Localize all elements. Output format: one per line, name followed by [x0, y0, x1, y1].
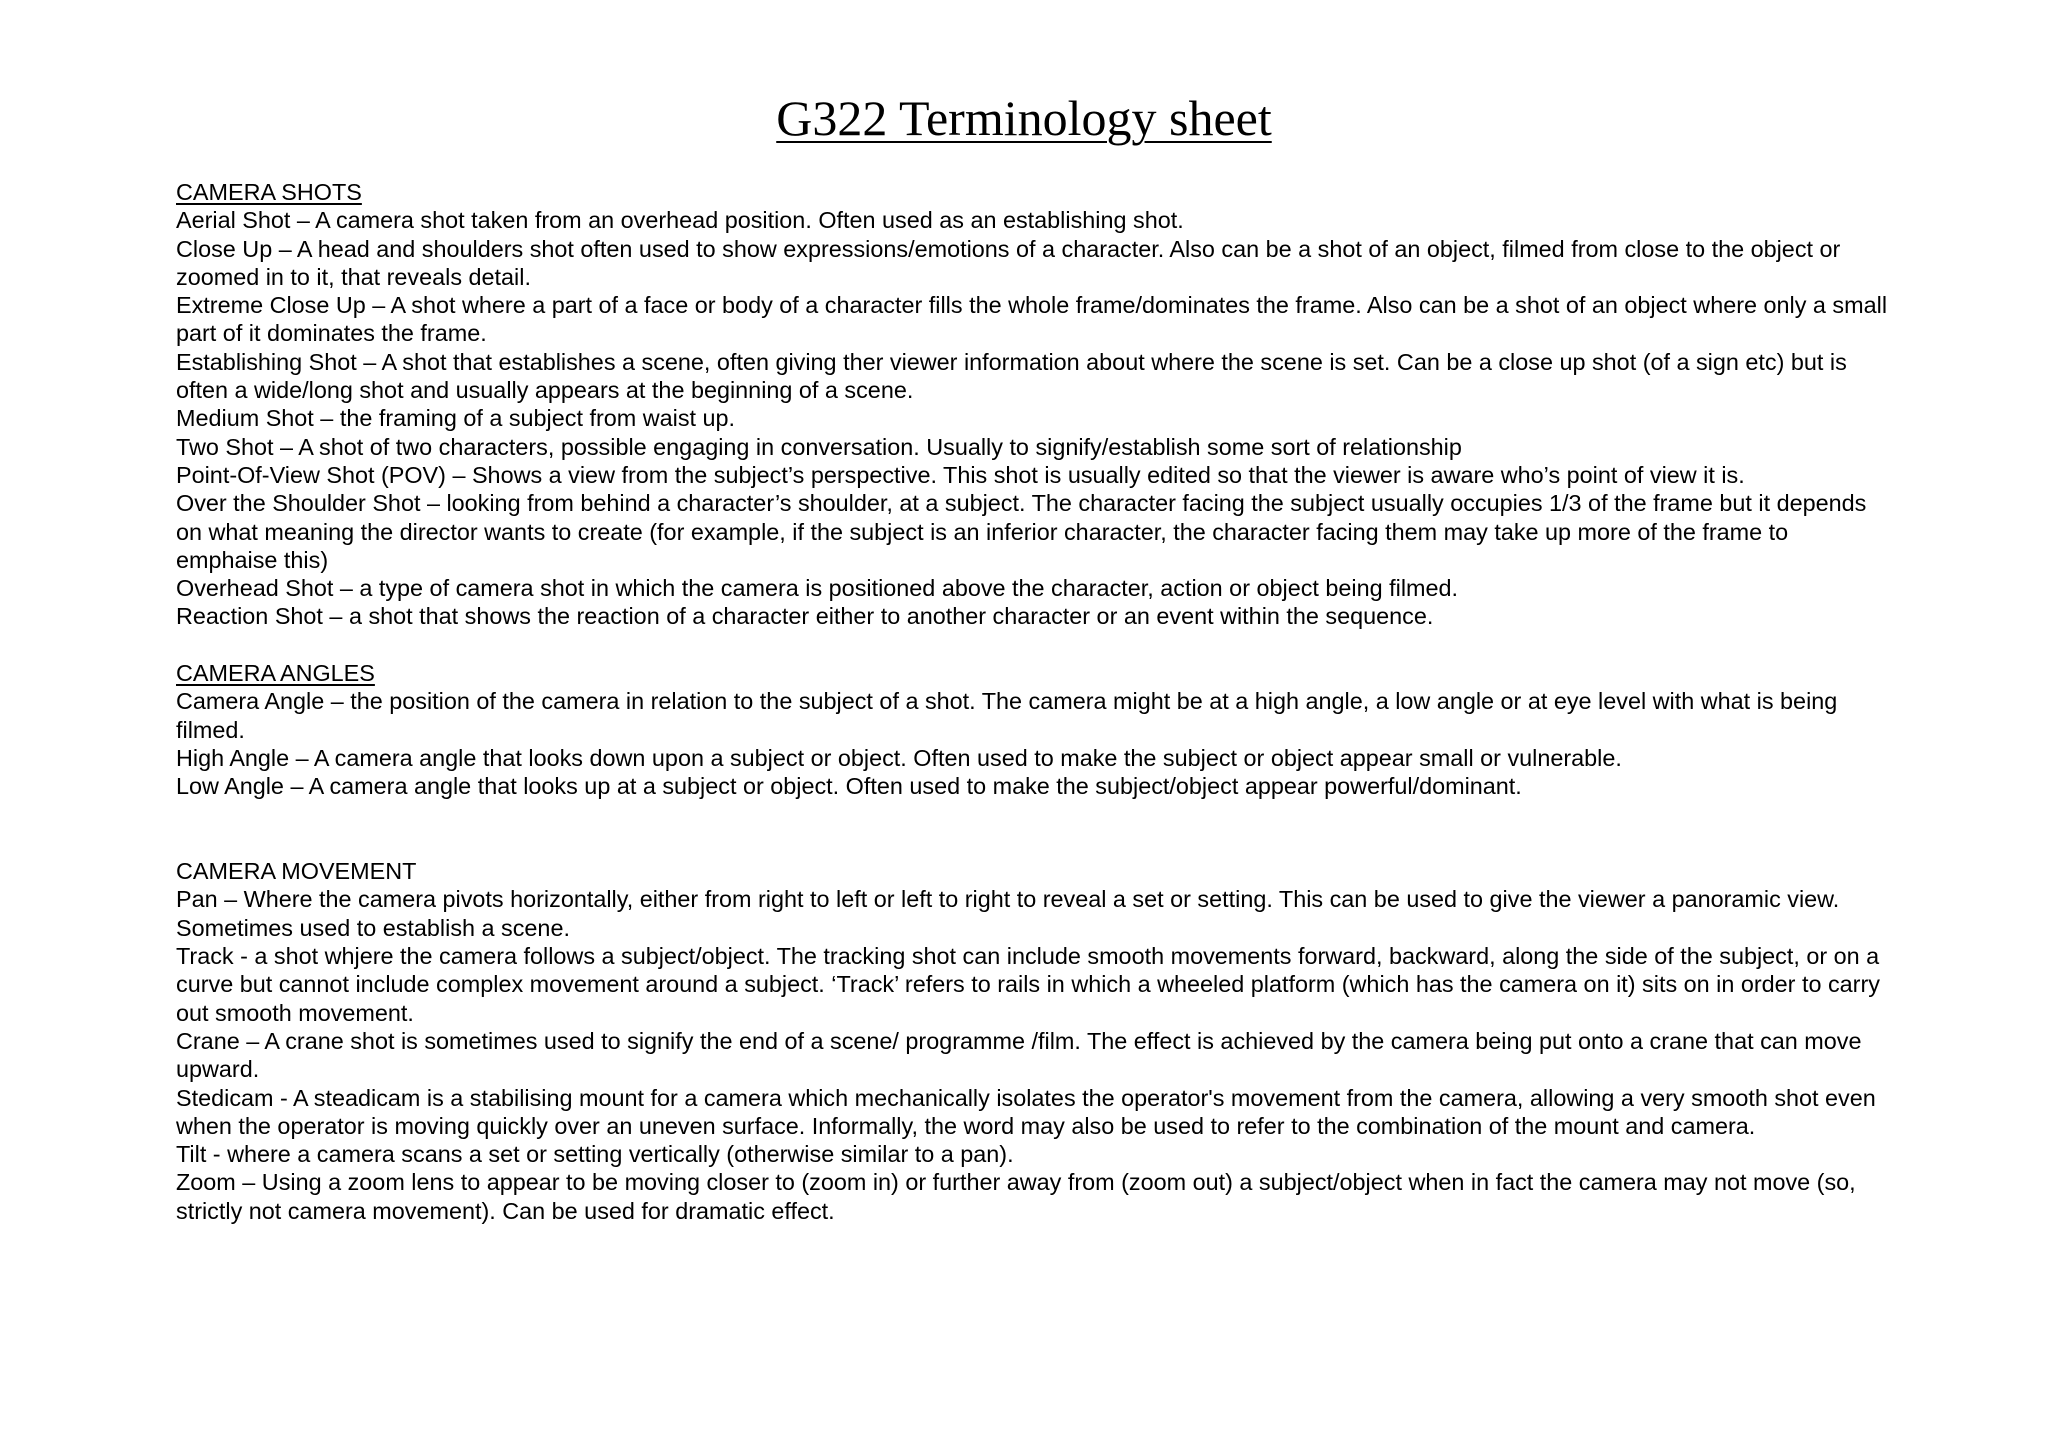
section-camera-movement — [176, 857, 1896, 1225]
term-entry-aerial-shot: Aerial Shot – A camera shot taken from an overhead position. Often used as an establishing shot. — [176, 207, 1184, 234]
term-entry-close-up: Close Up – A head and shoulders shot often used to show expressions/emotions of a character. Also can be a shot of an object, filmed from close to the object or zoomed in to it, that reveals detail. — [176, 235, 1841, 290]
section-spacer — [176, 631, 1896, 659]
term-entry-reaction-shot: Reaction Shot – a shot that shows the reaction of a character either to another character or an event within the sequence. — [176, 603, 1434, 630]
term-entry-track: Track - a shot whjere the camera follows a subject/object. The tracking shot can include smooth movements forward, backward, along the side of the subject, or on a curve but cannot include complex movement around a subject. ‘Track’ refers to rails in which a wheeled platform (which has the camera on it) sits on in order to carry out smooth movement. — [176, 943, 1880, 1026]
section-spacer — [176, 801, 1896, 858]
term-entry-high-angle: High Angle – A camera angle that looks down upon a subject or object. Often used to make the subject or object appear small or vulnerable. — [176, 744, 1622, 771]
section-camera-angles — [176, 659, 1896, 800]
term-entry-crane: Crane – A crane shot is sometimes used to signify the end of a scene/ programme /film. The effect is achieved by the camera being put onto a crane that can move upward. — [176, 1027, 1862, 1083]
term-entry-zoom: Zoom – Using a zoom lens to appear to be moving closer to (zoom in) or further away from (zoom out) a subject/object when in fact the camera may not move (so, strictly not camera movement). Can be used for dramatic effect. — [176, 1169, 1856, 1224]
document-body — [176, 178, 1896, 1225]
term-entry-extreme-close-up: Extreme Close Up – A shot where a part of a face or body of a character fills the whole frame/dominates the frame. Also can be a shot of an object where only a small part of it dominates the frame. — [176, 292, 1888, 347]
term-entry-overhead-shot: Overhead Shot – a type of camera shot in which the camera is positioned above the character, action or object being filmed. — [176, 575, 1459, 602]
term-entry-two-shot: Two Shot – A shot of two characters, possible engaging in conversation. Usually to signify/establish some sort of relationship — [176, 433, 1462, 460]
term-entry-pov-shot: Point-Of-View Shot (POV) – Shows a view from the subject’s perspective. This shot is usually edited so that the viewer is aware who’s point of view it is. — [176, 461, 1745, 488]
term-entry-pan: Pan – Where the camera pivots horizontally, either from right to left or left to right to reveal a set or setting. This can be used to give the viewer a panoramic view. Sometimes used to establish a scene. — [176, 886, 1840, 941]
term-entry-tilt: Tilt - where a camera scans a set or setting vertically (otherwise similar to a pan). — [176, 1141, 1014, 1168]
section-heading-camera-shots: CAMERA SHOTS — [176, 179, 362, 205]
term-entry-low-angle: Low Angle – A camera angle that looks up at a subject or object. Often used to make the subject/object appear powerful/dominant. — [176, 773, 1522, 800]
term-entry-stedicam: Stedicam - A steadicam is a stabilising mount for a camera which mechanically isolates the operator's movement from the camera, allowing a very smooth shot even when the operator is moving quickly over an uneven surface. Informally, the word may also be used to refer to the combination of the mount and camera. — [176, 1084, 1876, 1139]
section-camera-shots — [176, 178, 1896, 631]
section-heading-camera-angles: CAMERA ANGLES — [176, 660, 375, 687]
term-entry-medium-shot: Medium Shot – the framing of a subject from waist up. — [176, 405, 736, 432]
page-title: G322 Terminology sheet — [776, 90, 1272, 146]
section-heading-camera-movement: CAMERA MOVEMENT — [176, 858, 417, 885]
term-entry-over-the-shoulder: Over the Shoulder Shot – looking from behind a character’s shoulder, at a subject. The character facing the subject usually occupies 1/3 of the frame but it depends on what meaning the director wants to create (for example, if the subject is an inferior character, the character facing them may take up more of the frame to emphaise this) — [176, 490, 1867, 573]
term-entry-camera-angle: Camera Angle – the position of the camera in relation to the subject of a shot. The camera might be at a high angle, a low angle or at eye level with what is being filmed. — [176, 688, 1838, 743]
term-entry-establishing-shot: Establishing Shot – A shot that establishes a scene, often giving ther viewer information about where the scene is set. Can be a close up shot (of a sign etc) but is often a wide/long shot and usually appears at the beginning of a scene. — [176, 348, 1847, 404]
